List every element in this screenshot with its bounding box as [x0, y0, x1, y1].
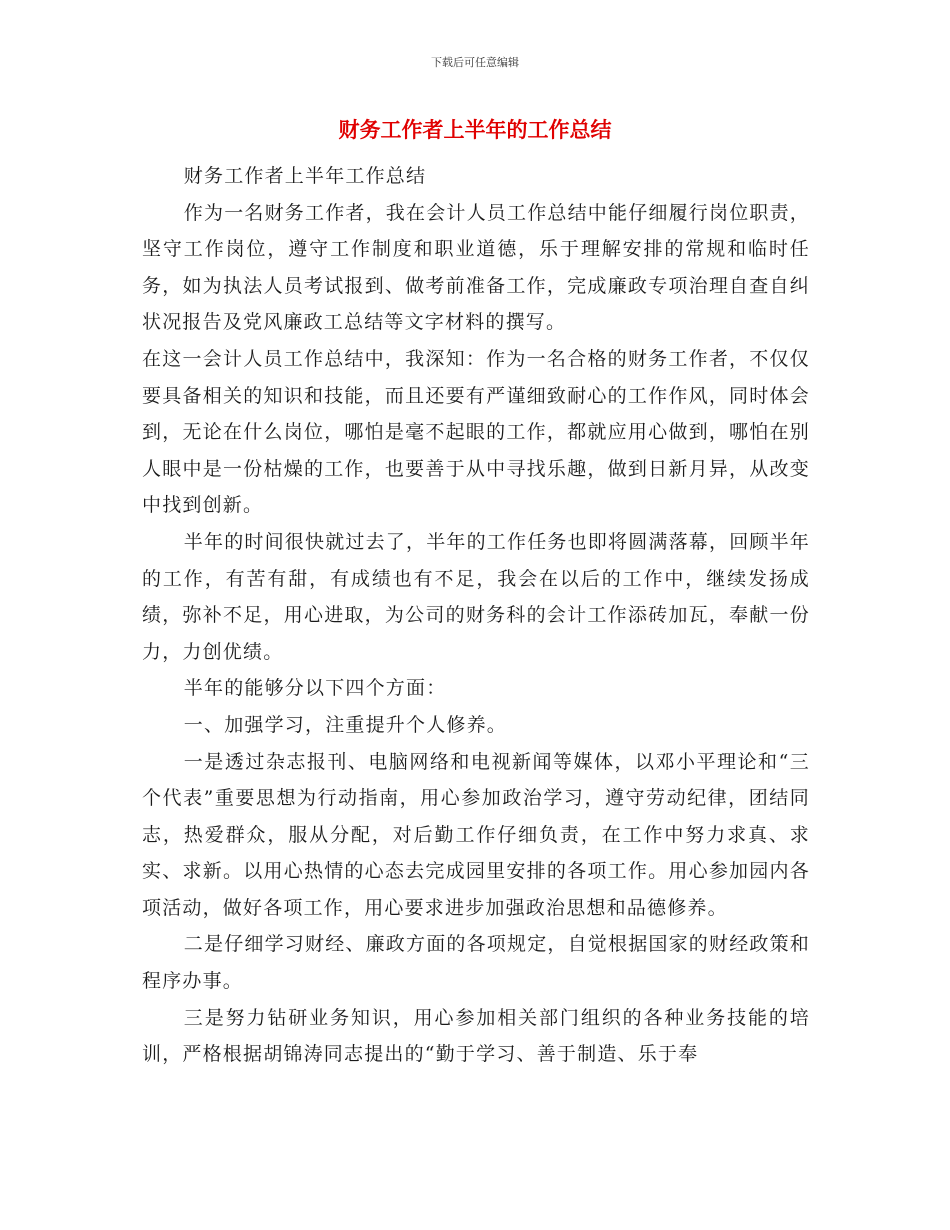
- paragraph: 一是透过杂志报刊、电脑网络和电视新闻等媒体，以邓小平理论和“三个代表”重要思想为行动指南，用心参加政治学习，遵守劳动纪律，团结同志，热爱群众，服从分配，对后勤工作仔细负责，在工作中努力求真、求实、求新。以用心热情的心态去完成园里安排的各项工作。用心参加园内各项活动，做好各项工作，用心要求进步加强政治思想和品德修养。: [142, 750, 810, 919]
- document-title: 财务工作者上半年的工作总结: [338, 118, 612, 142]
- paragraph: 半年的能够分以下四个方面：: [183, 677, 447, 700]
- header-note: 下载后可任意编辑: [431, 56, 519, 69]
- paragraph: 在这一会计人员工作总结中，我深知：作为一名合格的财务工作者，不仅仅要具备相关的知识和技能，而且还要有严谨细致耐心的工作作风，同时体会到，无论在什么岗位，哪怕是毫不起眼的工作，都就应用心做到，哪怕在别人眼中是一份枯燥的工作，也要善于从中寻找乐趣，做到日新月异，从改变中找到创新。: [142, 347, 810, 517]
- paragraph: 半年的时间很快就过去了，半年的工作任务也即将圆满落幕，回顾半年的工作，有苦有甜，有成绩也有不足，我会在以后的工作中，继续发扬成绩，弥补不足，用心进取，为公司的财务科的会计工作添砖加瓦，奉献一份力，力创优绩。: [142, 530, 810, 663]
- paragraph: 财务工作者上半年工作总结: [183, 165, 427, 187]
- document-body: [142, 158, 810, 1073]
- paragraph: 作为一名财务工作者，我在会计人员工作总结中能仔细履行岗位职责，坚守工作岗位，遵守工作制度和职业道德，乐于理解安排的常规和临时任务，如为执法人员考试报到、做考前准备工作，完成廉政专项治理自查自纠状况报告及党风廉政工总结等文字材料的撰写。: [142, 201, 810, 334]
- paragraph: 一、加强学习，注重提升个人修养。: [183, 713, 507, 736]
- paragraph: 二是仔细学习财经、廉政方面的各项规定，自觉根据国家的财经政策和程序办事。: [142, 933, 810, 993]
- paragraph: 三是努力钻研业务知识，用心参加相关部门组织的各种业务技能的培训，严格根据胡锦涛同志提出的“勤于学习、善于制造、乐于奉: [142, 1006, 810, 1066]
